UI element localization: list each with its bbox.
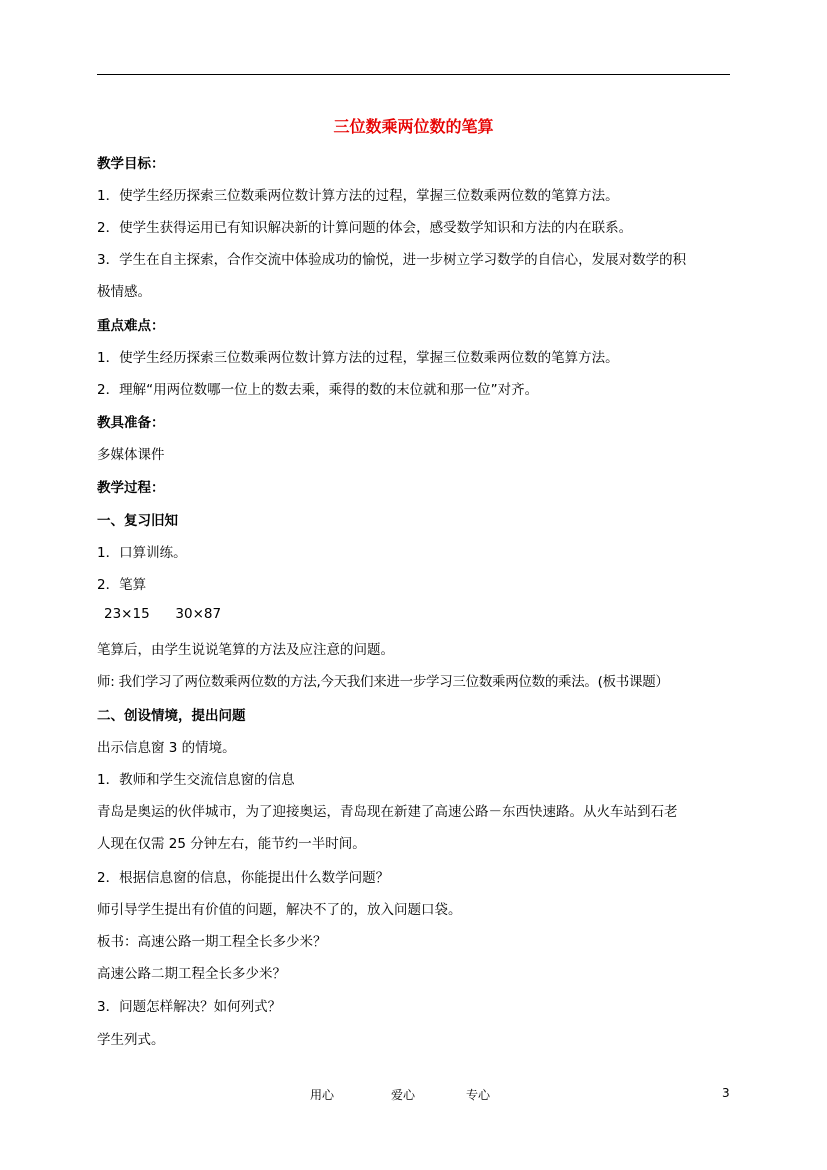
heading-objectives: 教学目标： — [97, 156, 165, 172]
heading-materials: 教具准备： — [97, 415, 165, 431]
section-heading-review: 一、复习旧知 — [97, 513, 178, 529]
paragraph-line: 1．使学生经历探索三位数乘两位数计算方法的过程，掌握三位数乘两位数的笔算方法。 — [97, 188, 619, 204]
heading-key-points: 重点难点： — [97, 318, 165, 334]
header-rule — [97, 74, 730, 75]
paragraph-line: 师: 我们学习了两位数乘两位数的方法,今天我们来进一步学习三位数乘两位数的乘法。(板书课题） — [97, 674, 669, 690]
paragraph-line: 高速公路二期工程全长多少米？ — [97, 966, 286, 982]
paragraph-line: 青岛是奥运的伙伴城市，为了迎接奥运，青岛现在新建了高速公路－东西快速路。从火车站到石老 — [97, 804, 678, 820]
calculation-exercises: 23×15 30×87 — [104, 606, 222, 622]
footer-text-left: 用心 — [310, 1088, 335, 1102]
paragraph-line: 板书：高速公路一期工程全长多少米？ — [97, 934, 327, 950]
paragraph-line: 2．笔算 — [97, 577, 147, 593]
heading-process: 教学过程： — [97, 480, 165, 496]
paragraph-line: 3．问题怎样解决？如何列式？ — [97, 999, 282, 1015]
paragraph-line: 2．理解“用两位数哪一位上的数去乘，乘得的数的末位就和那一位”对齐。 — [97, 382, 539, 398]
section-heading-scenario: 二、创设情境，提出问题 — [97, 708, 246, 724]
paragraph-line: 2．使学生获得运用已有知识解决新的计算问题的体会，感受数学知识和方法的内在联系。 — [97, 220, 633, 236]
paragraph-line: 人现在仅需 25 分钟左右，能节约一半时间。 — [97, 836, 366, 852]
paragraph-line: 学生列式。 — [97, 1032, 165, 1048]
paragraph-line: 极情感。 — [97, 284, 151, 300]
paragraph-line: 师引导学生提出有价值的问题，解决不了的，放入问题口袋。 — [97, 902, 462, 918]
paragraph-line: 2．根据信息窗的信息，你能提出什么数学问题？ — [97, 870, 390, 886]
paragraph-line: 1．口算训练。 — [97, 545, 187, 561]
footer-text-middle: 爱心 — [391, 1088, 416, 1102]
page-number: 3 — [722, 1086, 730, 1100]
paragraph-line: 1．教师和学生交流信息窗的信息 — [97, 772, 295, 788]
paragraph-line: 1．使学生经历探索三位数乘两位数计算方法的过程，掌握三位数乘两位数的笔算方法。 — [97, 350, 619, 366]
paragraph-line: 多媒体课件 — [97, 447, 165, 463]
paragraph-line: 3．学生在自主探索，合作交流中体验成功的愉悦，进一步树立学习数学的自信心，发展对数学的积 — [97, 252, 687, 268]
paragraph-line: 出示信息窗 3 的情境。 — [97, 740, 236, 756]
paragraph-line: 笔算后，由学生说说笔算的方法及应注意的问题。 — [97, 642, 394, 658]
document-title: 三位数乘两位数的笔算 — [333, 117, 494, 136]
footer-text-right: 专心 — [466, 1088, 491, 1102]
